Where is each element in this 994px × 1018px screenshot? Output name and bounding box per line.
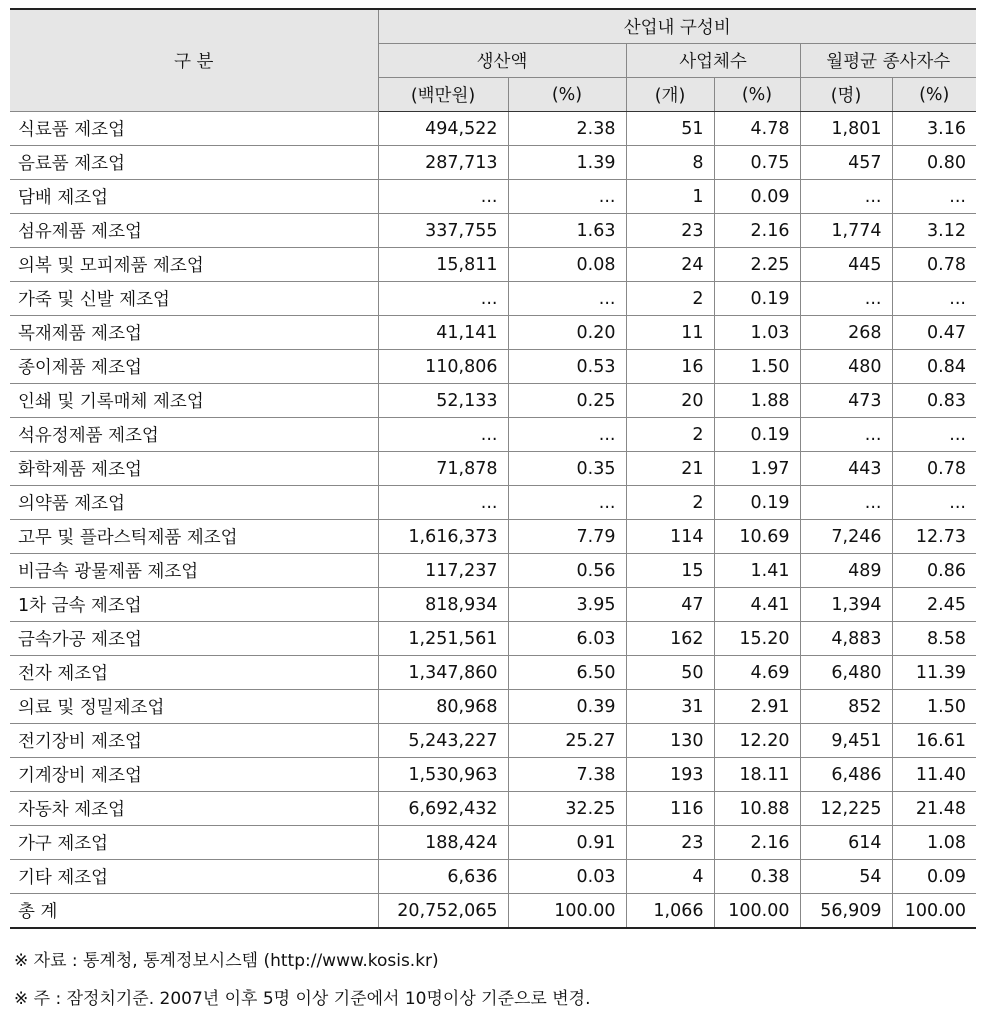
- production-value-cell: 337,755: [378, 214, 508, 248]
- establishments-pct-cell: 18.11: [714, 758, 800, 792]
- table-row: [10, 622, 976, 656]
- establishments-pct-cell: 1.88: [714, 384, 800, 418]
- employees-value-cell: 6,486: [800, 758, 892, 792]
- employees-value-cell: ...: [800, 180, 892, 214]
- establishments-value-cell: 21: [626, 452, 714, 486]
- table-row: [10, 316, 976, 350]
- industry-name-cell: 기타 제조업: [10, 860, 378, 894]
- source-note: ※ 자료 : 통계청, 통계정보시스템 (http://www.kosis.kr): [14, 951, 439, 971]
- employees-pct-cell: 0.86: [892, 554, 976, 588]
- remark-note: ※ 주 : 잠정치기준. 2007년 이후 5명 이상 기준에서 10명이상 기준으로 변경.: [14, 989, 591, 1009]
- table-row: [10, 656, 976, 690]
- header-row-group: [10, 9, 976, 44]
- establishments-value-cell: 114: [626, 520, 714, 554]
- unit-header: (%): [508, 78, 626, 112]
- table-row: [10, 418, 976, 452]
- employees-value-cell: 473: [800, 384, 892, 418]
- industry-name-cell: 가죽 및 신발 제조업: [10, 282, 378, 316]
- table-row: [10, 520, 976, 554]
- establishments-pct-cell: 1.41: [714, 554, 800, 588]
- table-row: [10, 860, 976, 894]
- production-value-cell: 287,713: [378, 146, 508, 180]
- establishments-pct-cell: 1.50: [714, 350, 800, 384]
- production-pct-cell: ...: [508, 282, 626, 316]
- industry-name-cell: 기계장비 제조업: [10, 758, 378, 792]
- industry-name-cell: 의복 및 모피제품 제조업: [10, 248, 378, 282]
- production-pct-cell: ...: [508, 486, 626, 520]
- industry-name-cell: 의료 및 정밀제조업: [10, 690, 378, 724]
- employees-pct-cell: 0.47: [892, 316, 976, 350]
- employees-pct-cell: 3.16: [892, 112, 976, 146]
- establishments-pct-cell: 10.88: [714, 792, 800, 826]
- establishments-pct-cell: 4.78: [714, 112, 800, 146]
- establishments-pct-cell: 12.20: [714, 724, 800, 758]
- industry-name-cell: 가구 제조업: [10, 826, 378, 860]
- total-row: [10, 894, 976, 929]
- establishments-value-cell: 20: [626, 384, 714, 418]
- employees-value-cell: 852: [800, 690, 892, 724]
- establishments-value-cell: 8: [626, 146, 714, 180]
- production-value-cell: 52,133: [378, 384, 508, 418]
- establishments-pct-cell: 2.25: [714, 248, 800, 282]
- employees-pct-cell: ...: [892, 418, 976, 452]
- establishments-value-cell: 1,066: [626, 894, 714, 929]
- employees-pct-cell: 21.48: [892, 792, 976, 826]
- employees-pct-cell: 12.73: [892, 520, 976, 554]
- industry-name-cell: 담배 제조업: [10, 180, 378, 214]
- table-body: [10, 112, 976, 929]
- production-pct-cell: 0.35: [508, 452, 626, 486]
- employees-pct-cell: 11.39: [892, 656, 976, 690]
- employees-value-cell: 4,883: [800, 622, 892, 656]
- production-pct-cell: 6.03: [508, 622, 626, 656]
- industry-name-cell: 금속가공 제조업: [10, 622, 378, 656]
- table-row: [10, 826, 976, 860]
- production-value-cell: 1,347,860: [378, 656, 508, 690]
- employees-pct-cell: 1.50: [892, 690, 976, 724]
- production-pct-cell: 0.03: [508, 860, 626, 894]
- table-row: [10, 452, 976, 486]
- industry-composition-table: [10, 8, 976, 929]
- industry-name-cell: 종이제품 제조업: [10, 350, 378, 384]
- production-value-cell: 6,636: [378, 860, 508, 894]
- table-row: [10, 214, 976, 248]
- establishments-pct-cell: 0.19: [714, 282, 800, 316]
- establishments-pct-cell: 10.69: [714, 520, 800, 554]
- table-row: [10, 792, 976, 826]
- unit-header: (%): [892, 78, 976, 112]
- employees-value-cell: 12,225: [800, 792, 892, 826]
- establishments-pct-cell: 2.91: [714, 690, 800, 724]
- establishments-pct-cell: 0.19: [714, 486, 800, 520]
- category-header: 구 분: [10, 9, 378, 112]
- industry-name-cell: 식료품 제조업: [10, 112, 378, 146]
- establishments-pct-cell: 4.69: [714, 656, 800, 690]
- production-value-cell: 71,878: [378, 452, 508, 486]
- table-row: [10, 588, 976, 622]
- establishments-value-cell: 23: [626, 826, 714, 860]
- establishments-value-cell: 23: [626, 214, 714, 248]
- production-pct-cell: 0.56: [508, 554, 626, 588]
- employees-pct-cell: 16.61: [892, 724, 976, 758]
- industry-name-cell: 석유정제품 제조업: [10, 418, 378, 452]
- footnotes: [14, 942, 590, 1018]
- production-pct-cell: 1.39: [508, 146, 626, 180]
- production-pct-cell: 6.50: [508, 656, 626, 690]
- production-pct-cell: 0.53: [508, 350, 626, 384]
- production-pct-cell: 0.39: [508, 690, 626, 724]
- unit-header: (백만원): [378, 78, 508, 112]
- employees-value-cell: 445: [800, 248, 892, 282]
- employees-value-cell: 1,394: [800, 588, 892, 622]
- group-header: 산업내 구성비: [378, 9, 976, 44]
- employees-value-cell: 7,246: [800, 520, 892, 554]
- industry-name-cell: 의약품 제조업: [10, 486, 378, 520]
- industry-name-cell: 총 계: [10, 894, 378, 929]
- employees-value-cell: 489: [800, 554, 892, 588]
- production-value-cell: 494,522: [378, 112, 508, 146]
- industry-name-cell: 전자 제조업: [10, 656, 378, 690]
- employees-value-cell: 443: [800, 452, 892, 486]
- table-row: [10, 350, 976, 384]
- establishments-value-cell: 2: [626, 418, 714, 452]
- employees-pct-cell: 11.40: [892, 758, 976, 792]
- unit-header: (명): [800, 78, 892, 112]
- employees-value-cell: 56,909: [800, 894, 892, 929]
- employees-pct-cell: 100.00: [892, 894, 976, 929]
- establishments-pct-cell: 2.16: [714, 214, 800, 248]
- table-row: [10, 282, 976, 316]
- table-row: [10, 112, 976, 146]
- unit-header: (개): [626, 78, 714, 112]
- production-value-cell: 1,251,561: [378, 622, 508, 656]
- establishments-value-cell: 16: [626, 350, 714, 384]
- establishments-value-cell: 116: [626, 792, 714, 826]
- production-value-cell: 1,616,373: [378, 520, 508, 554]
- employees-pct-cell: 1.08: [892, 826, 976, 860]
- employees-value-cell: 54: [800, 860, 892, 894]
- establishments-header: 사업체수: [626, 44, 800, 78]
- production-pct-cell: ...: [508, 418, 626, 452]
- establishments-value-cell: 162: [626, 622, 714, 656]
- establishments-value-cell: 11: [626, 316, 714, 350]
- production-pct-cell: 25.27: [508, 724, 626, 758]
- table-row: [10, 690, 976, 724]
- establishments-pct-cell: 4.41: [714, 588, 800, 622]
- production-value-cell: ...: [378, 282, 508, 316]
- industry-name-cell: 비금속 광물제품 제조업: [10, 554, 378, 588]
- industry-name-cell: 목재제품 제조업: [10, 316, 378, 350]
- table-row: [10, 554, 976, 588]
- employees-pct-cell: 0.78: [892, 452, 976, 486]
- production-value-cell: 41,141: [378, 316, 508, 350]
- establishments-pct-cell: 1.97: [714, 452, 800, 486]
- employees-pct-cell: 0.09: [892, 860, 976, 894]
- employees-value-cell: 9,451: [800, 724, 892, 758]
- establishments-value-cell: 24: [626, 248, 714, 282]
- industry-name-cell: 고무 및 플라스틱제품 제조업: [10, 520, 378, 554]
- establishments-pct-cell: 0.38: [714, 860, 800, 894]
- production-pct-cell: 0.20: [508, 316, 626, 350]
- employees-pct-cell: 0.83: [892, 384, 976, 418]
- establishments-value-cell: 2: [626, 282, 714, 316]
- production-pct-cell: 32.25: [508, 792, 626, 826]
- production-value-cell: 117,237: [378, 554, 508, 588]
- employees-value-cell: 480: [800, 350, 892, 384]
- production-pct-cell: 7.79: [508, 520, 626, 554]
- production-value-cell: 188,424: [378, 826, 508, 860]
- production-value-cell: 15,811: [378, 248, 508, 282]
- establishments-value-cell: 15: [626, 554, 714, 588]
- industry-name-cell: 전기장비 제조업: [10, 724, 378, 758]
- industry-name-cell: 음료품 제조업: [10, 146, 378, 180]
- establishments-value-cell: 31: [626, 690, 714, 724]
- production-pct-cell: 100.00: [508, 894, 626, 929]
- employees-value-cell: 6,480: [800, 656, 892, 690]
- employees-pct-cell: 0.84: [892, 350, 976, 384]
- establishments-pct-cell: 0.09: [714, 180, 800, 214]
- production-value-cell: ...: [378, 486, 508, 520]
- establishments-value-cell: 47: [626, 588, 714, 622]
- production-header: 생산액: [378, 44, 626, 78]
- employees-value-cell: 268: [800, 316, 892, 350]
- production-value-cell: 1,530,963: [378, 758, 508, 792]
- table-row: [10, 146, 976, 180]
- employees-pct-cell: 3.12: [892, 214, 976, 248]
- production-pct-cell: 2.38: [508, 112, 626, 146]
- unit-header: (%): [714, 78, 800, 112]
- establishments-value-cell: 50: [626, 656, 714, 690]
- establishments-pct-cell: 100.00: [714, 894, 800, 929]
- employees-value-cell: 457: [800, 146, 892, 180]
- production-pct-cell: 3.95: [508, 588, 626, 622]
- production-value-cell: 6,692,432: [378, 792, 508, 826]
- employees-pct-cell: ...: [892, 486, 976, 520]
- employees-value-cell: 1,801: [800, 112, 892, 146]
- establishments-value-cell: 51: [626, 112, 714, 146]
- establishments-pct-cell: 0.19: [714, 418, 800, 452]
- table-row: [10, 724, 976, 758]
- production-value-cell: 110,806: [378, 350, 508, 384]
- production-value-cell: ...: [378, 180, 508, 214]
- employees-value-cell: ...: [800, 282, 892, 316]
- production-pct-cell: 7.38: [508, 758, 626, 792]
- establishments-pct-cell: 2.16: [714, 826, 800, 860]
- production-pct-cell: 1.63: [508, 214, 626, 248]
- table-row: [10, 486, 976, 520]
- establishments-value-cell: 193: [626, 758, 714, 792]
- establishments-pct-cell: 15.20: [714, 622, 800, 656]
- establishments-value-cell: 2: [626, 486, 714, 520]
- employees-pct-cell: 0.78: [892, 248, 976, 282]
- production-pct-cell: ...: [508, 180, 626, 214]
- employees-value-cell: 614: [800, 826, 892, 860]
- production-value-cell: 5,243,227: [378, 724, 508, 758]
- employees-header: 월평균 종사자수: [800, 44, 976, 78]
- production-value-cell: 80,968: [378, 690, 508, 724]
- production-value-cell: 818,934: [378, 588, 508, 622]
- production-pct-cell: 0.25: [508, 384, 626, 418]
- employees-pct-cell: 2.45: [892, 588, 976, 622]
- production-value-cell: ...: [378, 418, 508, 452]
- establishments-value-cell: 4: [626, 860, 714, 894]
- employees-pct-cell: 0.80: [892, 146, 976, 180]
- employees-value-cell: 1,774: [800, 214, 892, 248]
- industry-name-cell: 자동차 제조업: [10, 792, 378, 826]
- industry-name-cell: 1차 금속 제조업: [10, 588, 378, 622]
- employees-value-cell: ...: [800, 486, 892, 520]
- table-row: [10, 248, 976, 282]
- employees-value-cell: ...: [800, 418, 892, 452]
- establishments-value-cell: 1: [626, 180, 714, 214]
- table-row: [10, 180, 976, 214]
- industry-name-cell: 인쇄 및 기록매체 제조업: [10, 384, 378, 418]
- industry-name-cell: 섬유제품 제조업: [10, 214, 378, 248]
- production-pct-cell: 0.91: [508, 826, 626, 860]
- establishments-pct-cell: 0.75: [714, 146, 800, 180]
- table-row: [10, 758, 976, 792]
- employees-pct-cell: ...: [892, 180, 976, 214]
- production-value-cell: 20,752,065: [378, 894, 508, 929]
- industry-name-cell: 화학제품 제조업: [10, 452, 378, 486]
- establishments-value-cell: 130: [626, 724, 714, 758]
- employees-pct-cell: ...: [892, 282, 976, 316]
- table-row: [10, 384, 976, 418]
- employees-pct-cell: 8.58: [892, 622, 976, 656]
- establishments-pct-cell: 1.03: [714, 316, 800, 350]
- production-pct-cell: 0.08: [508, 248, 626, 282]
